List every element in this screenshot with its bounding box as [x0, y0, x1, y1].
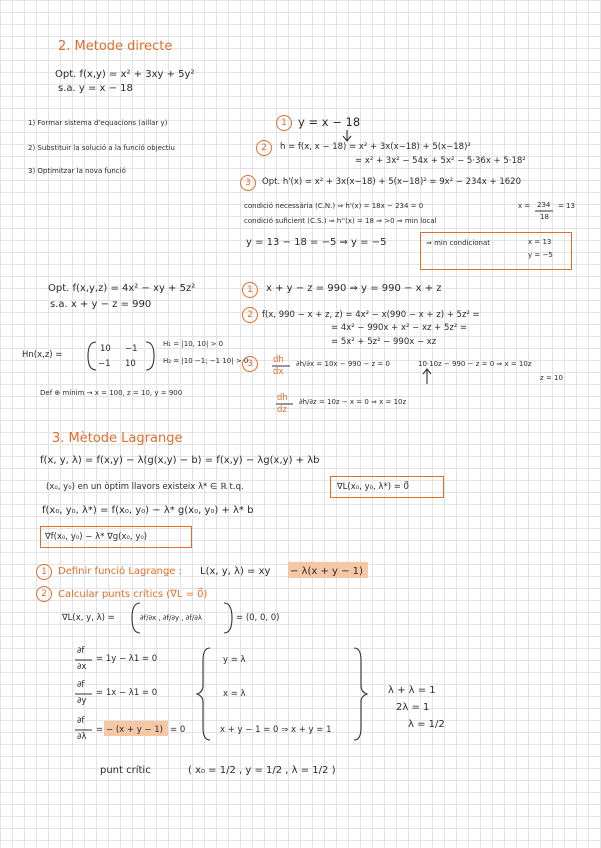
- matrix-a21: −1: [98, 359, 111, 369]
- system-eq-2: x = λ: [223, 689, 246, 699]
- lagrange-definition: f(x, y, λ) = f(x,y) − λ(g(x,y) − b) = f(x,y) − λg(x,y) + λb: [40, 455, 320, 466]
- result-x: x = 13: [528, 238, 552, 246]
- expansion-b: = 4x² − 990x + x² − xz + 5z² =: [331, 323, 468, 333]
- matrix-left-bracket: [88, 342, 96, 370]
- constraint-2: s.a. x + y − z = 990: [50, 299, 152, 310]
- definite-positive: Def ⊕ mínim → x = 100, z = 10, y = 900: [40, 389, 183, 397]
- x-equals: x =: [518, 202, 531, 210]
- fraction-denominator: 18: [540, 213, 549, 221]
- constraint: s.a. y = x − 18: [58, 83, 133, 94]
- step-2-label: 2) Substituir la solució a la funció objectiu: [28, 144, 175, 152]
- partial-lambda-term: − (x + y − 1): [106, 725, 163, 735]
- step-number-3: 3: [240, 175, 256, 191]
- step-2-equation-a: h = f(x, x − 18) = x² + 3x(x−18) + 5(x−18)²: [280, 142, 471, 152]
- lagrange-step-number-2: 2: [36, 586, 52, 602]
- critical-point-value: ( x₀ = 1/2 , y = 1/2 , λ = 1/2 ): [188, 765, 336, 776]
- necessary-condition: condició necessària (C.N.) ⇒ h'(x) = 18x − 234 = 0: [244, 202, 424, 210]
- system-right-brace: [354, 648, 367, 740]
- partial-lambda-num: ∂f: [77, 716, 85, 726]
- arrow-down-s1: [343, 130, 351, 141]
- step-number-3b: 3: [242, 356, 258, 372]
- gradvec-left-bracket: [132, 603, 140, 633]
- substitution-eq: x + y − z = 990 ⇒ y = 990 − x + z: [266, 283, 442, 294]
- critical-point-label: punt crític: [100, 765, 151, 776]
- min-conditioned-label: ⇒ min condicionat: [426, 239, 491, 247]
- partial-y-equation: = 1x − λ1 = 0: [96, 688, 158, 698]
- hessian-label: Hn(x,z) =: [22, 350, 63, 360]
- matrix-a12: −1: [125, 344, 138, 354]
- expansion-a: f(x, 990 − x + z, z) = 4x² − x(990 − x + z) + 5z² =: [262, 310, 480, 320]
- system-left-brace: [197, 648, 210, 740]
- matrix-a22: 10: [125, 359, 136, 369]
- step-1-label: 1) Formar sistema d'equacions (aillar y): [28, 119, 168, 127]
- fraction-numerator: 234: [537, 201, 551, 209]
- partial-x-eq: ∂h/∂x = 10x − 990 − z = 0: [296, 360, 390, 368]
- arrow-up-x: [423, 369, 431, 384]
- partial-z-eq: ∂h/∂z = 10z − x = 0 ⇒ x = 10z: [299, 398, 407, 406]
- matrix-a11: 10: [100, 344, 111, 354]
- gradient-condition: ∇f(x₀, y₀) − λ* ∇g(x₀, y₀): [45, 532, 148, 542]
- section-title-lagrange: 3. Mètode Lagrange: [52, 431, 183, 446]
- x-result: = 13: [558, 202, 575, 210]
- lagrange-at-point: f(x₀, y₀, λ*) = f(x₀, y₀) − λ* g(x₀, y₀) + λ* b: [42, 505, 254, 516]
- partial-x-den: ∂x: [77, 662, 87, 672]
- step-number-2: 2: [256, 140, 272, 156]
- step-number-1: 1: [276, 115, 292, 131]
- step-3-equation: Opt. h'(x) = x² + 3x(x−18) + 5(x−18)² = 9x² − 234x + 1620: [262, 177, 521, 187]
- dhdx-num: dh: [273, 355, 284, 365]
- gradvec-right-bracket: [224, 603, 232, 633]
- step-number-1b: 1: [242, 282, 258, 298]
- minor-h2: H₂ = |10 −1; −1 10| > 0: [163, 357, 249, 365]
- step-3-label: 3) Optimitzar la nova funció: [28, 167, 126, 175]
- z-result: z = 10: [540, 374, 563, 382]
- lambda-step-2: 2λ = 1: [396, 702, 430, 713]
- dhdz-den: dz: [277, 405, 287, 415]
- step-number-2b: 2: [242, 307, 258, 323]
- theorem-statement: (x₀, y₀) en un òptim llavors existeix λ* ∈ ℝ t.q.: [46, 482, 244, 492]
- partial-lambda-eq-sign: =: [96, 725, 104, 735]
- lagrange-step-number-1: 1: [36, 564, 52, 580]
- result-y: y = −5: [528, 251, 553, 259]
- sufficient-condition: condició suficient (C.S.) ⇒ h''(x) = 18 ⇒ >0 ⇒ min local: [244, 217, 437, 225]
- section-title-direct: 2. Metode directe: [58, 39, 173, 54]
- lambda-step-1: λ + λ = 1: [388, 685, 436, 696]
- step-2-equation-b: = x² + 3x² − 54x + 5x² − 5·36x + 5·18²: [355, 156, 526, 166]
- system-eq-1: y = λ: [223, 655, 246, 665]
- partial-y-num: ∂f: [77, 680, 85, 690]
- partial-lambda-zero: = 0: [170, 725, 186, 735]
- lagrange-step-1: Definir funció Lagrange :: [58, 566, 182, 577]
- matrix-right-bracket: [146, 342, 154, 370]
- theorem-boxed-eq: ∇L(x₀, y₀, λ*) = 0⃗: [337, 482, 409, 492]
- system-eq-3: x + y − 1 = 0 ⇒ x + y = 1: [220, 725, 332, 735]
- dhdz-num: dh: [277, 393, 288, 403]
- objective-function: Opt. f(x,y) = x² + 3xy + 5y²: [55, 69, 195, 80]
- partial-x-equation: = 1y − λ1 = 0: [96, 654, 158, 664]
- minor-h1: H₁ = |10, 10| > 0: [163, 340, 224, 348]
- objective-function-2: Opt. f(x,y,z) = 4x² − xy + 5z²: [48, 283, 196, 294]
- lagrange-function: L(x, y, λ) = xy: [200, 566, 271, 577]
- gradient-zero: = (0, 0, 0): [236, 613, 280, 623]
- y-solution: y = 13 − 18 = −5 ⇒ y = −5: [246, 237, 387, 248]
- lambda-step-3: λ = 1/2: [408, 719, 445, 730]
- partial-y-den: ∂y: [77, 696, 87, 706]
- dhdx-den: dx: [273, 367, 284, 377]
- step-1-equation: y = x − 18: [298, 115, 361, 129]
- partial-lambda-den: ∂λ: [77, 732, 87, 742]
- lagrange-constraint-term: − λ(x + y − 1): [290, 566, 363, 577]
- expansion-c: = 5x² + 5z² − 990x − xz: [331, 337, 437, 347]
- gradient-vector: ∂f/∂x , ∂f/∂y , ∂f/∂λ: [140, 614, 202, 622]
- gradient-lagrange: ∇L(x, y, λ) =: [62, 613, 115, 623]
- lagrange-step-2: Calcular punts crítics (∇L = 0⃗): [58, 589, 208, 600]
- partial-x-solve: 10·10z − 990 − z = 0 ⇒ x = 10z: [418, 360, 532, 368]
- partial-x-num: ∂f: [77, 646, 85, 656]
